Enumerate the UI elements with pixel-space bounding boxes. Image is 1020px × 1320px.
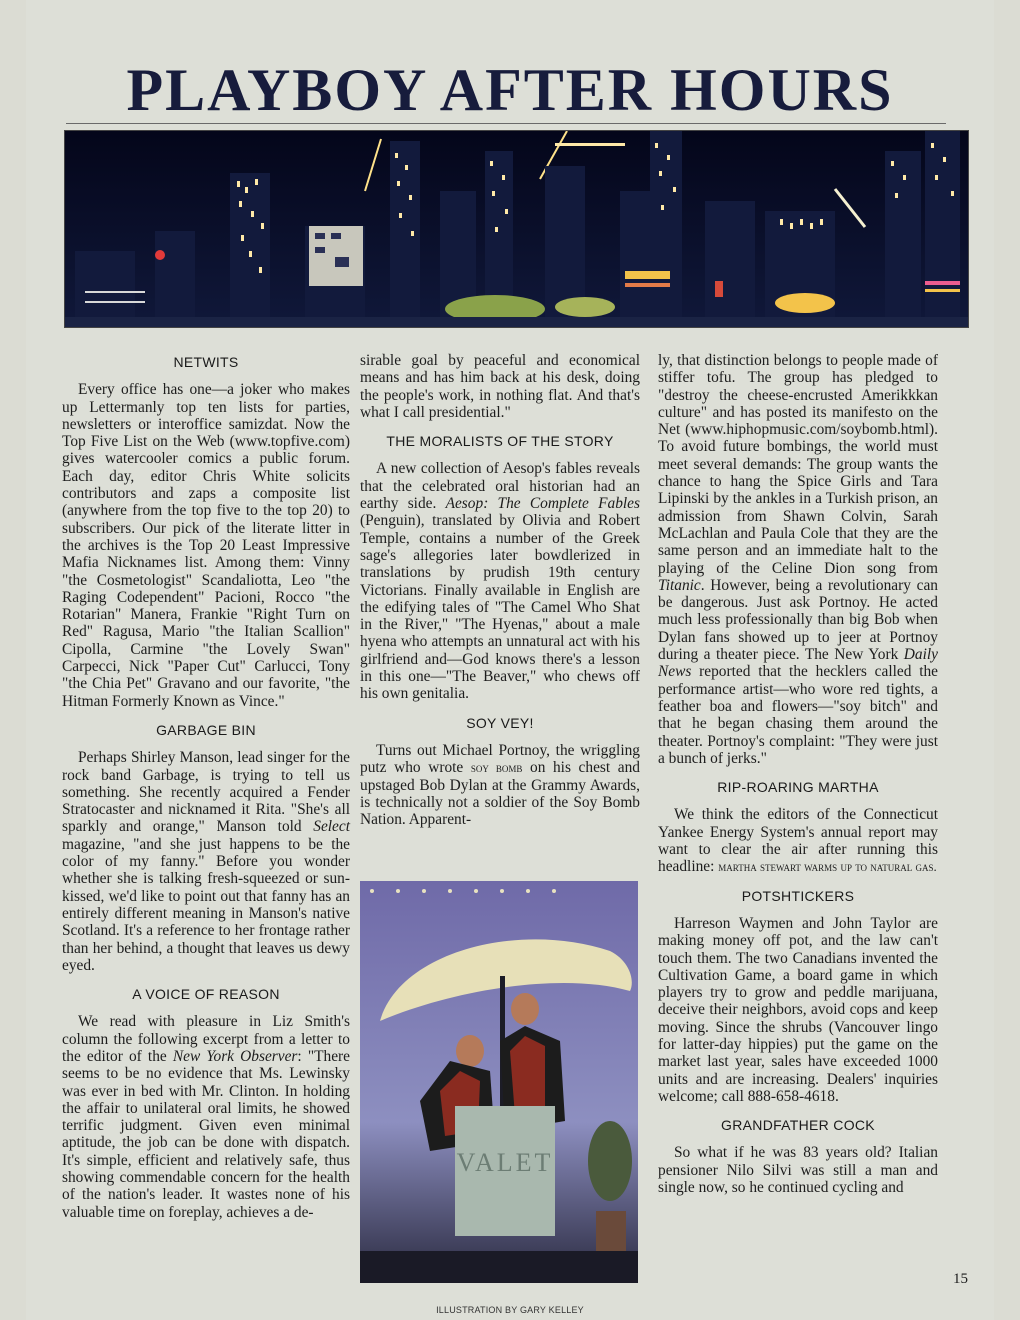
valet-sign-text: VALET [456, 1148, 554, 1177]
garbage-bin-body: Perhaps Shirley Manson, lead singer for the rock band Garbage, is trying to tell us something. She recently acquired a Fender Stratocaster and nicknamed it Rita. "She's all sparkly and orange," Manson told Select magazine, "and she just happens to be the color of my fanny." Before you wonder whether she is talking fresh-squeezed or sun-kissed, we'd like to point out that fanny has an entirely different meaning in Manson's native Scotland. It's a reference to her frontage rather than her behind, a thought that leaves us dewy eyed. [62, 749, 350, 974]
illustration-credit: ILLUSTRATION BY GARY KELLEY [436, 1305, 584, 1315]
valet-illustration [360, 881, 638, 1283]
netwits-body: Every office has one—a joker who makes up Lettermanly top ten lists for parties, newsletters or interoffice samizdat. Now the Top Five List on the Web (www.topfive.com) gives watercooler comics a public forum. Each day, editor Chris White solicits contributors and zaps a composite list (anywhere from the top five to the top 20) to subscribers. Our pick of the literate litter in the archives is the Top 20 Least Impressive Mafia Nicknames list. Among them: Vinny "the Cosmetologist" Scandaliotta, Leo "the Raging Codependent" Pacioni, Rocco "the Rotarian" Manera, Frankie "Right Turn on Red" Ragusa, Mario "the Italian Scallion" Cipolla, Carmine "the Lovely Swan" Carpecci, Nick "Paper Cut" Carlucci, Tony "the Chia Pet" Gravano and our favorite, "the Hitman Formerly Known as Vince." [62, 381, 350, 710]
column-3 [658, 352, 938, 1196]
voice-of-reason-body: We read with pleasure in Liz Smith's column the following excerpt from a letter to the editor of the New York Observer: "There seems to be no evidence that Ms. Lewinsky was ever in bed with Mr. Clinton. In holding the affair to unilateral oral limits, he showed terrific judgment. Given even minimal aptitude, the job can be done with dispatch. It's simple, efficient and relatively safe, thus showing commendable concern for the health of the nation's leader. It wastes none of his valuable time on foreplay, achieves a de- [62, 1013, 350, 1221]
voice-of-reason-continued: sirable goal by peaceful and economical means and has him back at his desk, doing the people's work, in nothing flat. And that's what I call presidential." [360, 352, 640, 421]
potshtickers-body: Harreson Waymen and John Taylor are making money off pot, and the law can't touch them. The two Canadians invented the Cultivation Game, a board game in which players try to grow and peddle marijuana, deceive their neighbors, avoid cops and keep moving. Since the shrubs (Vancouver lingo for latter-day hippies) put the game on the market last year, sales have exceeded 1000 units and are increasing. Dealers' inquiries welcome; call 888-658-4618. [658, 914, 938, 1105]
heading-moralists: THE MORALISTS OF THE STORY [386, 433, 614, 450]
heading-soy-vey: SOY VEY! [466, 714, 534, 731]
page-number: 15 [953, 1271, 968, 1287]
skyline-illustration [64, 130, 969, 328]
column-2 [360, 352, 640, 828]
heading-rip-roaring-martha: RIP-ROARING MARTHA [717, 779, 879, 796]
martha-body: We think the editors of the Connecticut Yankee Energy System's annual report may want to clear the air after running this headline: martha stewart warms up to natural gas. [658, 806, 938, 876]
grandfather-body: So what if he was 83 years old? Italian pensioner Nilo Silvi was still a man and single now, so he continued cycling and [658, 1144, 938, 1197]
heading-grandfather-cock: GRANDFATHER COCK [721, 1117, 875, 1134]
heading-potshtickers: POTSHTICKERS [741, 887, 855, 904]
column-1 [62, 352, 350, 1221]
masthead-title: PLAYBOY AFTER HOURS [126, 57, 894, 123]
magazine-page [26, 0, 994, 1320]
masthead-rule [66, 123, 946, 124]
heading-netwits: NETWITS [173, 354, 239, 370]
heading-garbage-bin: GARBAGE BIN [156, 721, 256, 738]
moralists-body: A new collection of Aesop's fables reveals that the celebrated oral historian had an earthy side. Aesop: The Complete Fables (Penguin), translated by Olivia and Robert Temple, contains a number of the Greek sage's allegories later bowdlerized in translations by prudish 19th century Victorians. Finally available in English are the edifying tales of "The Camel Who Shat in the River," "The Hyenas," about a male hyena who attempts an unnatural act with his girlfriend and—God knows there's a lesson in this one—"The Beaver," who chews off his own genitalia. [360, 460, 640, 703]
soy-vey-continued: ly, that distinction belongs to people made of stiffer tofu. The group has pledged to "destroy the cheese-encrusted Amerikkkan culture" and has posted its manifesto on the Net (www.hiphopmusic.com/soybomb.html). To avoid future bombings, the world must meet several demands: The group wants the chance to hang the Spice Girls and Tara Lipinski by the ankles in a Turkish prison, an admission from Shawn Colvin, Sarah McLachlan and Paula Cole that they are the same person and an immediate halt to the playing of the Celine Dion song from Titanic. However, being a revolutionary can be dangerous. Just ask Portnoy. He acted much less professionally than big Bob when Dylan fans showed up to jeer at Portnoy during a theater piece. The New York Daily News reported that the hecklers called the performance artist—who wore red tights, a feather boa and flowers—"soy bitch" and that he began chasing them around the theater. Portnoy's complaint: "They were just a bunch of jerks." [658, 352, 938, 767]
soy-vey-body: Turns out Michael Portnoy, the wriggling putz who wrote soy bomb on his chest and upstaged Bob Dylan at the Grammy Awards, is technically not a soldier of the Soy Bomb Nation. Apparent- [360, 741, 641, 829]
heading-voice-of-reason: A VOICE OF REASON [132, 986, 280, 1003]
